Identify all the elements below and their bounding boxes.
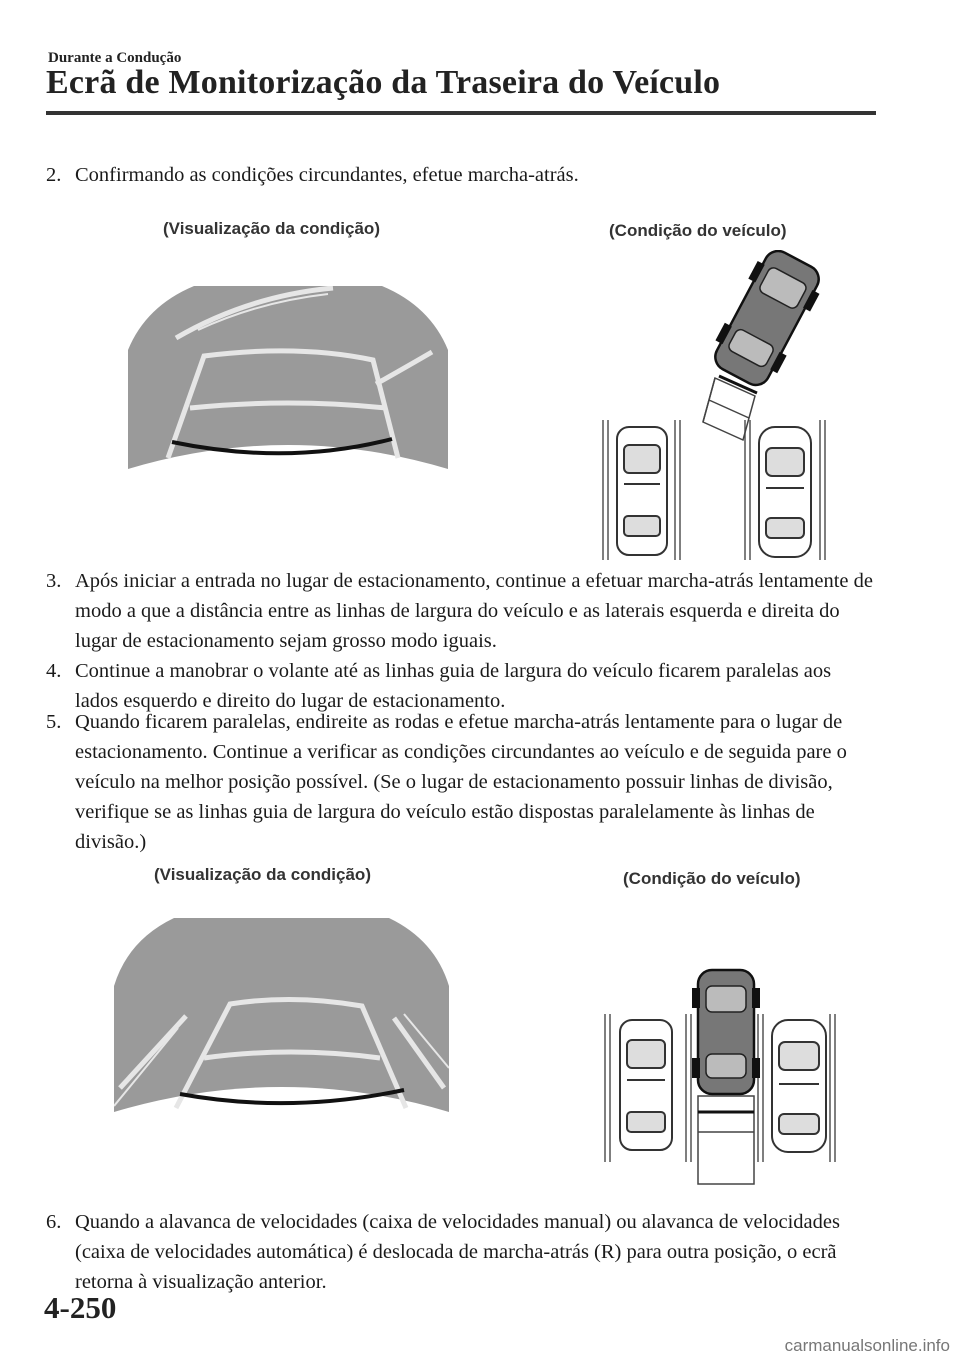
parking-scene-graphic — [598, 966, 838, 1186]
camera-view-graphic — [114, 918, 449, 1198]
vehicle-caption: (Condição do veículo) — [609, 221, 787, 240]
safety-warning: Por favor, verifique a zona em volta para sua segurança. — [118, 1167, 421, 1197]
title-rule — [46, 111, 876, 115]
step-item — [46, 707, 876, 857]
rear-camera-screen — [114, 918, 449, 1198]
step-item — [46, 566, 876, 656]
watermark: carmanualsonline.info — [784, 1336, 950, 1355]
vehicle-scene — [595, 250, 835, 562]
camera-view-graphic — [128, 286, 448, 552]
parking-scene-graphic — [595, 250, 835, 562]
step-item — [46, 160, 876, 190]
step-number: 3. — [46, 570, 62, 592]
vehicle-caption: (Condição do veículo) — [623, 869, 801, 888]
vehicle-scene — [598, 966, 838, 1186]
page-title: Ecrã de Monitorização da Traseira do Veículo — [46, 64, 721, 101]
safety-warning: Por favor, verifique a zona em volta para sua segurança. — [132, 521, 435, 551]
step-number: 6. — [46, 1211, 62, 1233]
section-label: Durante a Condução — [48, 50, 182, 66]
step-item — [46, 1207, 876, 1297]
step-text: Confirmando as condições circundantes, efetue marcha-atrás. — [75, 164, 579, 186]
rear-camera-screen — [128, 286, 448, 552]
view-caption: (Visualização da condição) — [154, 865, 371, 884]
step-text: Quando a alavanca de velocidades (caixa de velocidades manual) ou alavanca de velocidades (caixa de velocidades automática) é deslocada de marcha-atrás (R) para outra posição, o ecrã retorna à visualização anterior. — [75, 1211, 840, 1293]
step-text: Continue a manobrar o volante até as linhas guia de largura do veículo ficarem paralelas aos lados esquerdo e direito do lugar de estacionamento. — [75, 660, 832, 712]
step-text: Quando ficarem paralelas, endireite as rodas e efetue marcha-atrás lentamente para o lugar de estacionamento. Continue a verificar as condições circundantes ao veículo e de seguida pare o veículo na melhor posição possível. (Se o lugar de estacionamento possuir linhas de divisão, verifique se as linhas guia de largura do veículo estão dispostas paralelamente às linhas de divisão.) — [75, 711, 847, 853]
step-number: 5. — [46, 711, 62, 733]
step-number: 4. — [46, 660, 62, 682]
view-caption: (Visualização da condição) — [163, 219, 380, 238]
step-number: 2. — [46, 164, 62, 186]
step-text: Após iniciar a entrada no lugar de estacionamento, continue a efetuar marcha-atrás lentamente de modo a que a distância entre as linhas de largura do veículo e as laterais esquerda e direita do lugar de estacionamento sejam grosso modo iguais. — [75, 570, 873, 652]
page-number: 4-250 — [44, 1290, 117, 1325]
